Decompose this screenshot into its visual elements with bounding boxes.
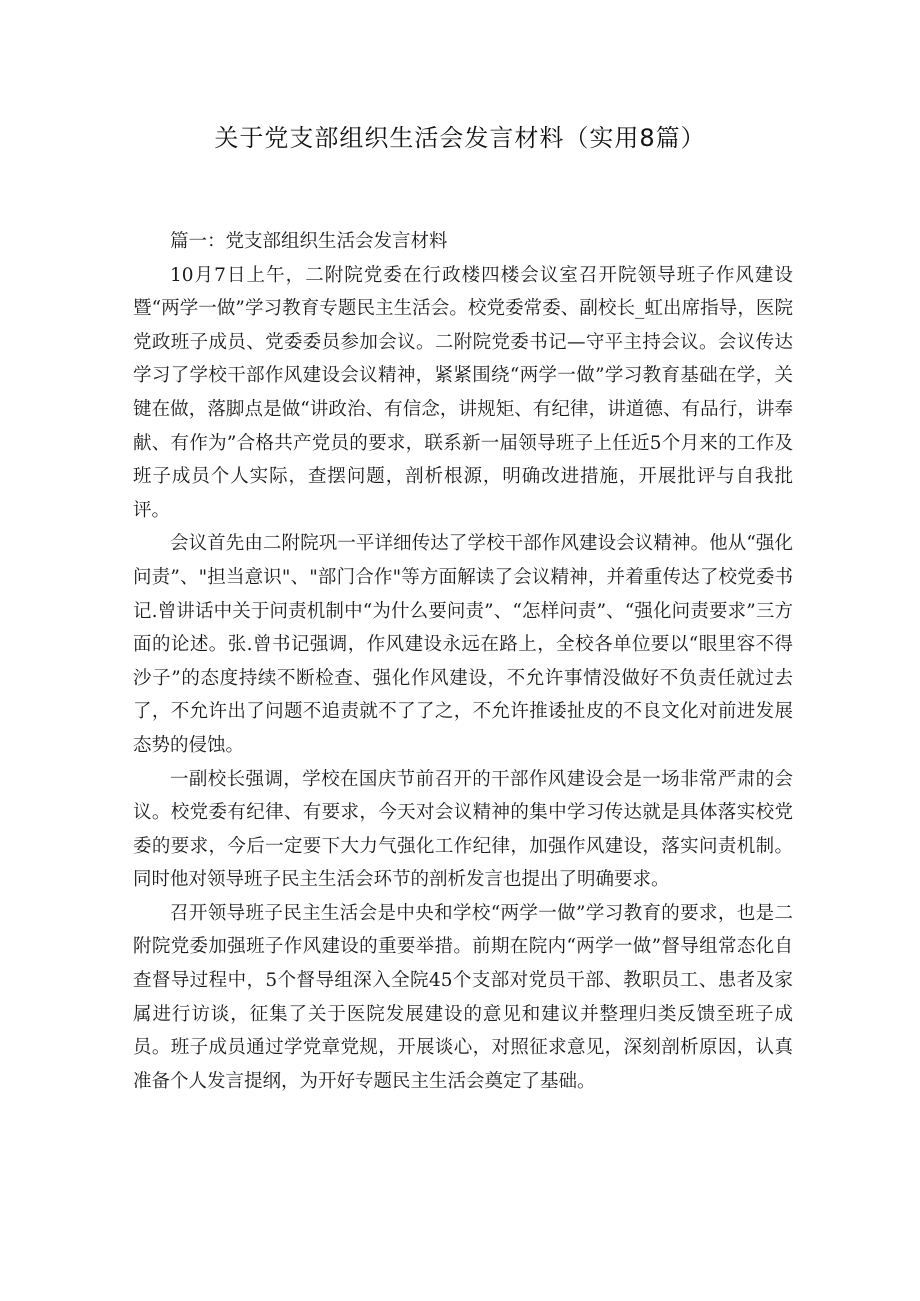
paragraph: 10月7日上午，二附院党委在行政楼四楼会议室召开院领导班子作风建设暨“两学一做”学习教育专题民主生活会。校党委常委、副校长_虹出席指导，医院党政班子成员、党委委员参加会议。二附院党委书记—守平主持会议。会议传达学习了学校干部作风建设会议精神，紧紧围绕“两学一做”学习教育基础在学，关键在做，落脚点是做“讲政治、有信念，讲规矩、有纪律，讲道德、有品行，讲奉献、有作为”合格共产党员的要求，联系新一届领导班子上任近5个月来的工作及班子成员个人实际，查摆问题，剖析根源，明确改进措施，开展批评与自我批评。 [133,264,793,521]
paragraph: 召开领导班子民主生活会是中央和学校“两学一做”学习教育的要求，也是二附院党委加强班子作风建设的重要举措。前期在院内“两学一做”督导组常态化自查督导过程中，5个督导组深入全院45个支部对党员干部、教职员工、患者及家属进行访谈，征集了关于医院发展建设的意见和建议并整理归类反馈至班子成员。班子成员通过学党章党规，开展谈心，对照征求意见，深刻剖析原因，认真准备个人发言提纲，为开好专题民主生活会奠定了基础。 [133,902,793,1092]
document-body [133,225,793,1098]
paragraph: 会议首先由二附院巩一平详细传达了学校干部作风建设会议精神。他从“强化问责”、"担当意识"、"部门合作"等方面解读了会议精神，并着重传达了校党委书记.曾讲话中关于问责机制中“为什么要问责”、“怎样问责”、“强化问责要求”三方面的论述。张.曾书记强调，作风建设永远在路上，全校各单位要以“眼里容不得沙子”的态度持续不断检查、强化作风建设，不允许事情没做好不负责任就过去了，不允许出了问题不追责就不了了之，不允许推诿扯皮的不良文化对前进发展态势的侵蚀。 [133,533,793,756]
paragraph: 一副校长强调，学校在国庆节前召开的干部作风建设会是一场非常严肃的会议。校党委有纪律、有要求，今天对会议精神的集中学习传达就是具体落实校党委的要求，今后一定要下大力气强化工作纪律，加强作风建设，落实问责机制。同时他对领导班子民主生活会环节的剖析发言也提出了明确要求。 [133,768,793,891]
document-title: 关于党支部组织生活会发言材料（实用8篇） [214,124,706,152]
section-heading: 篇一：党支部组织生活会发言材料 [170,231,448,252]
